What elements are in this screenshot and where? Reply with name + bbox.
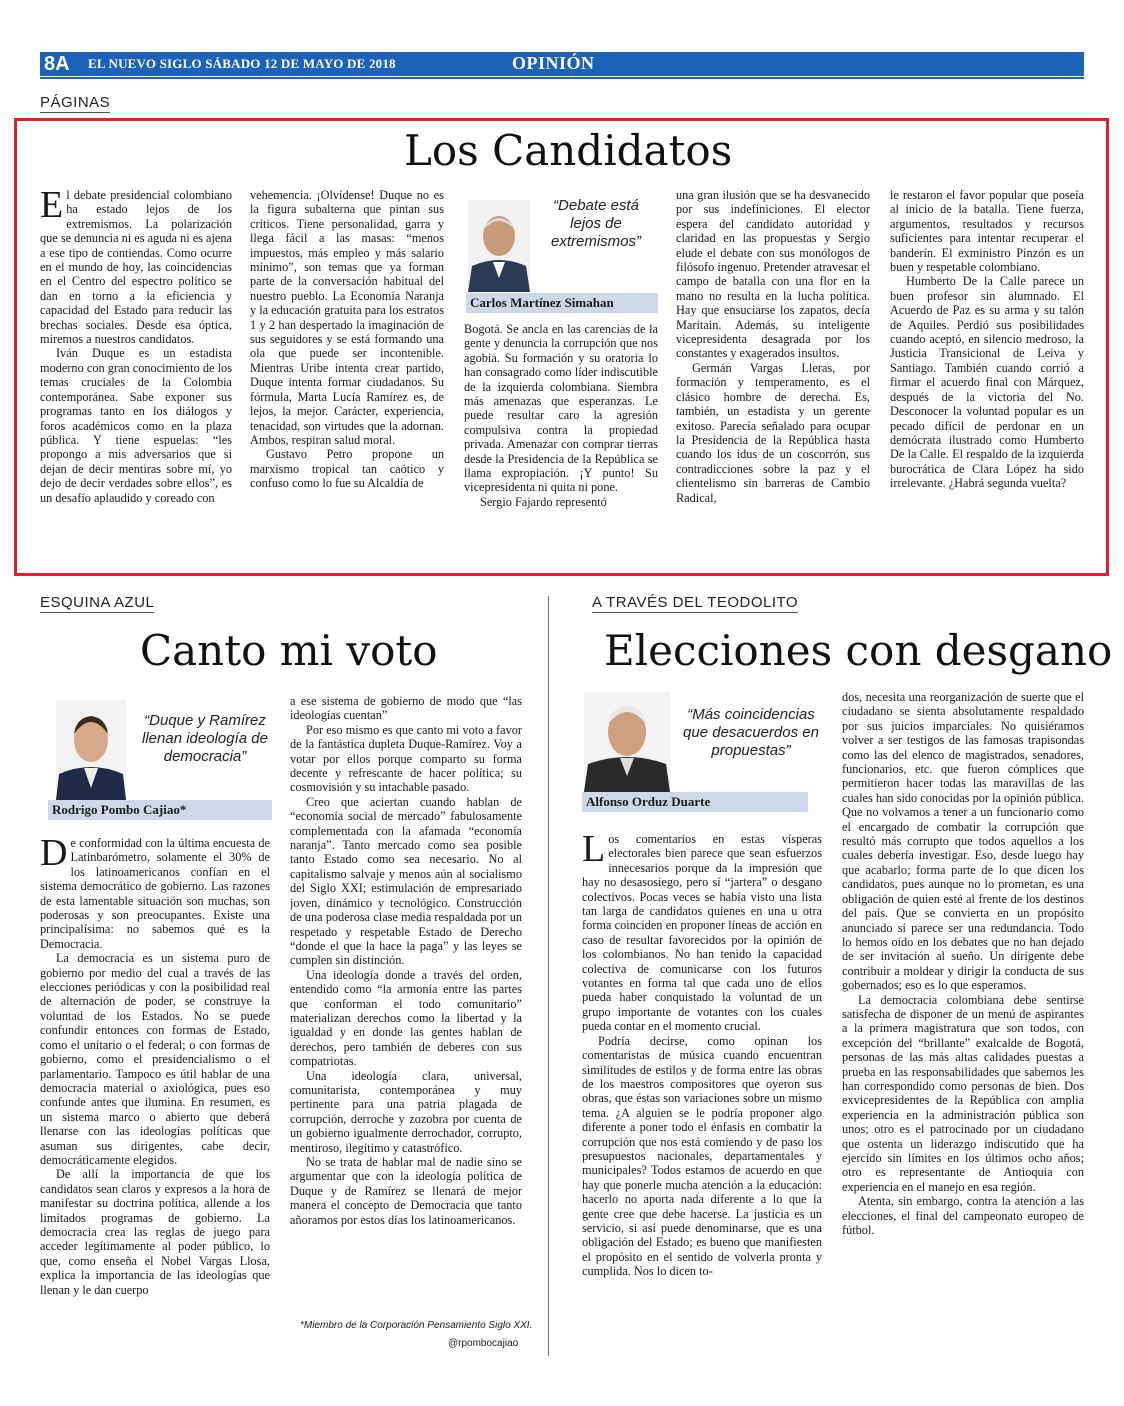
paragraph: Creo que aciertan cuando hablan de “economía social de mercado” fabulosamente complementada con la afamada “economía naranja”. Tanto mercado como sea posible tanto Estado como sea necesario. No al capitalismo salvaje y menos aún al socialismo del Siglo XXI; estimulación de empresariado joven, dinámico y tecnológico. Construcción de una poderosa clase media respaldada por un respetado y respetable Estado de Derecho “donde el que la hace la paga” y las leyes se cumplen sin distinción. — [290, 794, 522, 968]
author-name-3: Alfonso Orduz Duarte — [582, 792, 808, 812]
pull-quote-1: “Debate está lejos de extremismos” — [550, 197, 641, 250]
article1-col5 — [890, 188, 1084, 572]
paragraph: Una ideología clara, universal, comunitarista, contemporánea y muy pertinente para una patria plagada de corrupción, derroche y zozobra por cuenta de un gobierno igualmente derrochador, corrupto, mentiroso, ilegítimo y catastrófico. — [290, 1068, 522, 1155]
page-number: 8A — [44, 53, 70, 75]
article1-col3 — [464, 322, 658, 572]
article1-col4 — [676, 188, 870, 572]
paragraph: dos, necesita una reorganización de suerte que el ciudadano se sienta absolutamente respaldado por sus juicios imparciales. No quisiéramos volver a ser testigos de las famosas trapisondas como las del elenco de magistrados, senadores, funcionarios, etc. que fueron cómplices que permitieron hacer todas las maravillas de las cuales han sido conocidas por la opinión pública. Que no volvamos a tener a un funcionario como el encargado de combatir la corrupción que resultó más corrupto que todos aquellos a los cuales debería investigar. Eso, desde luego hay que acabarlo; forma parte de lo que dicen los candidatos, pues aunque no lo prometan, es una obligación de quien esté al frente de los destinos del país. Que se convierta en un propósito anunciado sí parece ser una redundancia. Todo lo hemos oído en los debates que no han dejado de ser invitación al sueño. Un dirigente debe contribuir a moldear y dirigir la conducta de sus gobernados; eso es lo que esperamos. — [842, 690, 1084, 993]
article2-col2 — [290, 694, 522, 1316]
article2-col1 — [40, 836, 270, 1356]
column-label-esquina-azul: ESQUINA AZUL — [40, 594, 155, 611]
author-photo-orduz — [584, 692, 670, 792]
paragraph: Por eso mismo es que canto mi voto a favor de la fantástica dupleta Duque-Ramírez. Voy a votar por ellos porque comparto su forma decente y refrescante de hacer política; su cosmovisión y su intachable pasado. — [290, 722, 522, 795]
column-label-paginas: PÁGINAS — [40, 94, 111, 111]
section-name: OPINIÓN — [512, 53, 595, 73]
paragraph: Germán Vargas Lleras, por formación y temperamento, es el clásico hombre de derecha. Es, también, un estadista y un gerente exitoso. Parecía señalado para ocupar la Presidencia de la República hasta cuando los idus de un coscorrón, sus contradicciones sobre la paz y el clientelismo sin barreras de Cambio Radical, — [676, 360, 870, 505]
masthead-date: EL NUEVO SIGLO SÁBADO 12 DE MAYO DE 2018 — [88, 56, 396, 71]
article1-col1 — [40, 188, 232, 572]
paragraph: De allí la importancia de que los candidatos sean claros y expresos a la hora de manifestar su doctrina política, allende a los limitados programas de gobierno. La democracia crea las reglas de juego para acceder legítimamente al poder público, lo que, como enseña el Nobel Vargas Llosa, explica la importancia de las ideologías que llenan y le dan cuerpo — [40, 1167, 270, 1297]
author-footnote: *Miembro de la Corporación Pensamiento Siglo XXI. — [300, 1320, 533, 1331]
paragraph: l debate presidencial colombiano ha estado lejos de los extremismos. La polarización que se denuncia ni es aguda ni es ajena a ese tipo de contiendas. Como ocurre en el mundo de hoy, las coincidencias en el Centro del espectro político se dan en torno a la eficiencia y capacidad del Estado para reducir las brechas sociales. Desde esa óptica, miremos a nuestros candidatos. — [40, 188, 232, 347]
article3-title: Elecciones con desgano — [604, 626, 1113, 675]
paragraph: os comentarios en estas vísperas electorales bien parece que sean esfuerzos innecesarios porque da la impresión que hay no desasosiego, pero sí “jartera” o desgano colectivos. Pocas veces se había visto una lista tan larga de candidatos quienes en una u otra forma coinciden en proponer líneas de acción en caso de resultar favorecidos por la opinión de los colombianos. No han tenido la capacidad colectiva de comunicarse con los futuros votantes en forma tal que cada uno de ellos pueda haber conquistado la voluntad de un grupo importante de votantes con los cuales pueda contar en el momento crucial. — [582, 832, 822, 1034]
paragraph: La democracia colombiana debe sentirse satisfecha de disponer de un menú de aspirantes a la primera magistratura que son todos, con excepción del “brillante” exalcalde de Bogotá, personas de las más altas calidades puestas a prueba en las responsabilidades que sabemos les han correspondido como personas de bien. Dos exvicepresidentes de la República con amplia experiencia en la administración pública son unos; otro es el patrocinado por un ciudadano que ostenta un liderazgo indiscutido que ha ejercido sin límites en los últimos ocho años; otro es representante de Antioquia con experiencia en el manejo en esa región. — [842, 992, 1084, 1194]
pull-quote-3: “Más coincidencias que desacuerdos en propuestas” — [683, 706, 819, 759]
page-header-bar — [40, 52, 1084, 76]
author-name-2: Rodrigo Pombo Cajiao* — [48, 800, 272, 820]
author-handle: @rpombocajiao — [448, 1338, 519, 1349]
paragraph: vehemencia. ¡Olvídense! Duque no es la figura subalterna que pintan sus críticos. Tiene personalidad, garra y llega fácil a las masas: “menos impuestos, más empleo y más salario mínimo”, son temas que ya forman parte de la conversación habitual del nuestro pueblo. La Economía Naranja y la educación gratuita para los estratos 1 y 2 han despertado la imaginación de sus seguidores y se está formando una ola que puede ser incontenible. Mientras Uribe intenta crear partido, Duque intenta formar ciudadanos. Su fórmula, Marta Lucía Ramírez es, de lejos, la mejor. Carácter, experiencia, tenacidad, son virtudes que la adornan. Ambos, respiran salud moral. — [250, 188, 444, 447]
article2-title: Canto mi voto — [140, 626, 438, 675]
drop-cap: E — [40, 188, 64, 226]
column-label-teodolito: A TRAVÉS DEL TEODOLITO — [592, 594, 799, 611]
pull-quote-2: “Duque y Ramírez llenan ideología de democracia” — [142, 712, 268, 765]
paragraph: le restaron el favor popular que poseía al inicio de la batalla. Tiene fuerza, argumentos, resultados y recursos suficientes para intentar recuperar el banderín. El exministro Pinzón es un buen y respetable colombiano. — [890, 188, 1084, 275]
paragraph: Una ideología donde a través del orden, entendido como “la armonía entre las partes que conforman el todo comunitario” materializan derechos como la libertad y la igualdad y en donde las gentes hablan de derechos, pero también de deberes con sus compatriotas. — [290, 967, 522, 1069]
paragraph: Humberto De la Calle parece un buen profesor sin alumnado. El Acuerdo de Paz es su arma y su talón de Aquiles. Perdió sus posibilidades cuando aceptó, en silencio medroso, la Justicia Transicional de Leiva y Santiago. También cuando corrió a firmar el acuerdo final con Márquez, después de la victoria del No. Desconocer la voluntad popular es un pecado difícil de perdonar en un demócrata ilustrado como Humberto De la Calle. El respaldo de la izquierda burocrática de Clara López ha sido irrelevante. ¿Habrá segunda vuelta? — [890, 274, 1084, 491]
paragraph: Iván Duque es un estadista moderno con gran conocimiento de los temas cruciales de la Colombia contemporánea. Sabe exponer sus programas tanto en los diálogos y foros académicos como en la plaza pública. Y tiene espuelas: “les propongo a mis adversarios que si dejan de decir mentiras sobre mí, yo dejo de decir verdades sobre ellos”, es un desafío aplaudido y coreado con — [40, 346, 232, 505]
article1-col2 — [250, 188, 444, 572]
article3-col2 — [842, 690, 1084, 1360]
paragraph: Podría decirse, como opinan los comentaristas de música cuando encuentran similitudes de estilos y de forma entre las obras de los maestros compositores que oyeron sus obras, que éstas son variaciones sobre un mismo tema. ¿A alguien se le podría proponer algo diferente a poner todo el énfasis en combatir la corrupción que nos está comiendo y de paso los presupuestos nacionales, departamentales y municipales? Todos estamos de acuerdo en que hay que ponerle mucha atención a la educación: hacerlo no aporta nada diferente a lo que la gente cree que debe hacerse. La justicia es un servicio, si así puede denominarse, que es una obligación del Estado; es bueno que manifiesten el propósito en el sentido de volverla pronta y cumplida. Nos lo dicen to- — [582, 1033, 822, 1279]
paragraph: e conformidad con la última encuesta de Latinbarómetro, solamente el 30% de los latinoamericanos confían en el sistema democrático de gobierno. Las razones de esta lamentable situación son muchas, son poderosas y son preocupantes. Existe una principalísima: no sabemos qué es la Democracia. — [40, 836, 270, 951]
author-photo-martinez — [468, 200, 530, 292]
author-name-1: Carlos Martínez Simahan — [466, 293, 658, 313]
article1-title: Los Candidatos — [404, 126, 733, 175]
column-divider — [548, 596, 549, 1356]
paragraph: a ese sistema de gobierno de modo que “las ideologías cuentan” — [290, 694, 522, 723]
paragraph: No se trata de hablar mal de nadie sino se argumentar que con la ideología política de Duque y de Ramírez se llenará de mejor manera el concepto de Democracia que tanto añoramos por estos días los latinoamericanos. — [290, 1155, 522, 1227]
header-rule — [40, 77, 1084, 79]
drop-cap: D — [40, 836, 68, 874]
drop-cap: L — [582, 832, 606, 870]
paragraph: Gustavo Petro propone un marxismo tropical tan caótico y confuso como lo fue su Alcaldía de — [250, 447, 444, 491]
paragraph: Sergio Fajardo representó — [480, 494, 607, 509]
paragraph: Bogotá. Se ancla en las carencias de la gente y denuncia la corrupción que nos agobia. Su formación y su oratoria lo han consagrado como líder indiscutible de la izquierda colombiana. Siembra más amenazas que esperanzas. Le puede resultar caro la agresión compulsiva contra la propiedad privada. Amenazar con comprar tierras desde la Presidencia de la República se llama expropiación. ¡Y punto! Su vicepresidenta ni quita ni pone. — [464, 322, 658, 495]
paragraph: una gran ilusión que se ha desvanecido por sus indefiniciones. El elector espera del candidato autoridad y claridad en las propuestas y Sergio elude el debate con sus monólogos de filósofo ingenuo. Pretender atravesar el campo de batalla con una flor en la mano no resulta en la lucha política. Hay que ensuciarse los zapatos, decía Maritain. Además, su inteligente vicepresidenta desagrada por los constantes y exagerados insultos. — [676, 188, 870, 361]
paragraph: La democracia es un sistema puro de gobierno por medio del cual a través de las elecciones periódicas y con la posibilidad real de alternación de poder, se construye la voluntad de los Estados. No se puede confundir entonces con formas de Estado, como el unitario o el federal; o con formas de gobierno, como el presidencialismo o el parlamentario. Tampoco es útil hablar de una democracia material o axiológica, pues eso confunde antes que ilumina. En resumen, es un sistema marco o abierto que deberá llenarse con las ideologías políticas que asuman sus dirigentes, cabe decir, democráticamente elegidos. — [40, 951, 270, 1167]
article3-col1 — [582, 832, 822, 1362]
paragraph: Atenta, sin embargo, contra la atención a las elecciones, el final del campeonato europeo de fútbol. — [842, 1194, 1084, 1238]
author-photo-pombo — [56, 700, 126, 800]
